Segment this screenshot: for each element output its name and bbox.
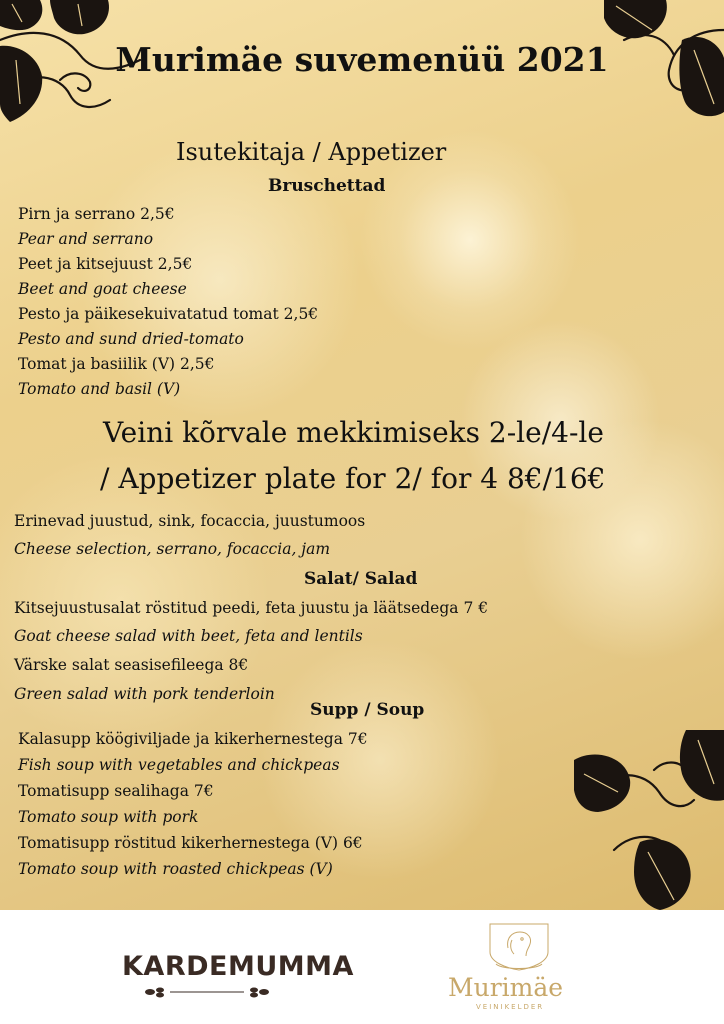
footer [0, 910, 724, 1024]
menu-item-en: Beet and goat cheese [18, 280, 187, 298]
menu-item-et: Peet ja kitsejuust 2,5€ [18, 255, 193, 273]
menu-item-et: Värske salat seasisefileega 8€ [14, 656, 249, 674]
menu-item-en: Cheese selection, serrano, focaccia, jam [14, 540, 331, 558]
bruschetta-subheading: Bruschettad [268, 176, 386, 196]
plate-heading-line1: Veini kõrvale mekkimiseks 2-le/4-le [103, 416, 604, 449]
soup-heading: Supp / Soup [310, 700, 425, 720]
kardemumma-logo: KARDEMUMMA [122, 951, 354, 982]
murimae-logo-subtitle: VEINIKELDER [476, 1003, 545, 1011]
menu-item-en: Green salad with pork tenderloin [14, 685, 275, 703]
murimae-logo: Murimäe [448, 973, 564, 1002]
menu-item-et: Kitsejuustusalat röstitud peedi, feta juustu ja läätsedega 7 € [14, 599, 489, 617]
menu-item-et: Pesto ja päikesekuivatatud tomat 2,5€ [18, 305, 319, 323]
menu-item-en: Fish soup with vegetables and chickpeas [18, 756, 340, 774]
page-title: Murimäe suvemenüü 2021 [115, 40, 609, 79]
salad-heading: Salat/ Salad [304, 569, 418, 589]
appetizer-heading: Isutekitaja / Appetizer [176, 138, 447, 166]
menu-item-et: Tomatisupp röstitud kikerhernestega (V) 6€ [18, 834, 363, 852]
menu-item-et: Erinevad juustud, sink, focaccia, juustumoos [14, 512, 366, 530]
menu-item-et: Kalasupp köögiviljade ja kikerhernestega 7€ [18, 730, 368, 748]
menu-item-et: Tomatisupp sealihaga 7€ [18, 782, 214, 800]
plate-heading-line2: / Appetizer plate for 2/ for 4 8€/16€ [100, 462, 606, 495]
leaf-divider-icon [142, 984, 272, 1000]
menu-item-en: Tomato soup with roasted chickpeas (V) [18, 860, 333, 878]
dog-crest-icon [482, 918, 556, 974]
menu-item-et: Pirn ja serrano 2,5€ [18, 205, 175, 223]
menu-item-et: Tomat ja basiilik (V) 2,5€ [18, 355, 215, 373]
leaf-ornament-icon [574, 730, 724, 910]
menu-item-en: Pear and serrano [18, 230, 154, 248]
menu-item-en: Goat cheese salad with beet, feta and lentils [14, 627, 363, 645]
menu-item-en: Tomato soup with pork [18, 808, 199, 826]
menu-item-en: Tomato and basil (V) [18, 380, 181, 398]
menu-item-en: Pesto and sund dried-tomato [18, 330, 244, 348]
